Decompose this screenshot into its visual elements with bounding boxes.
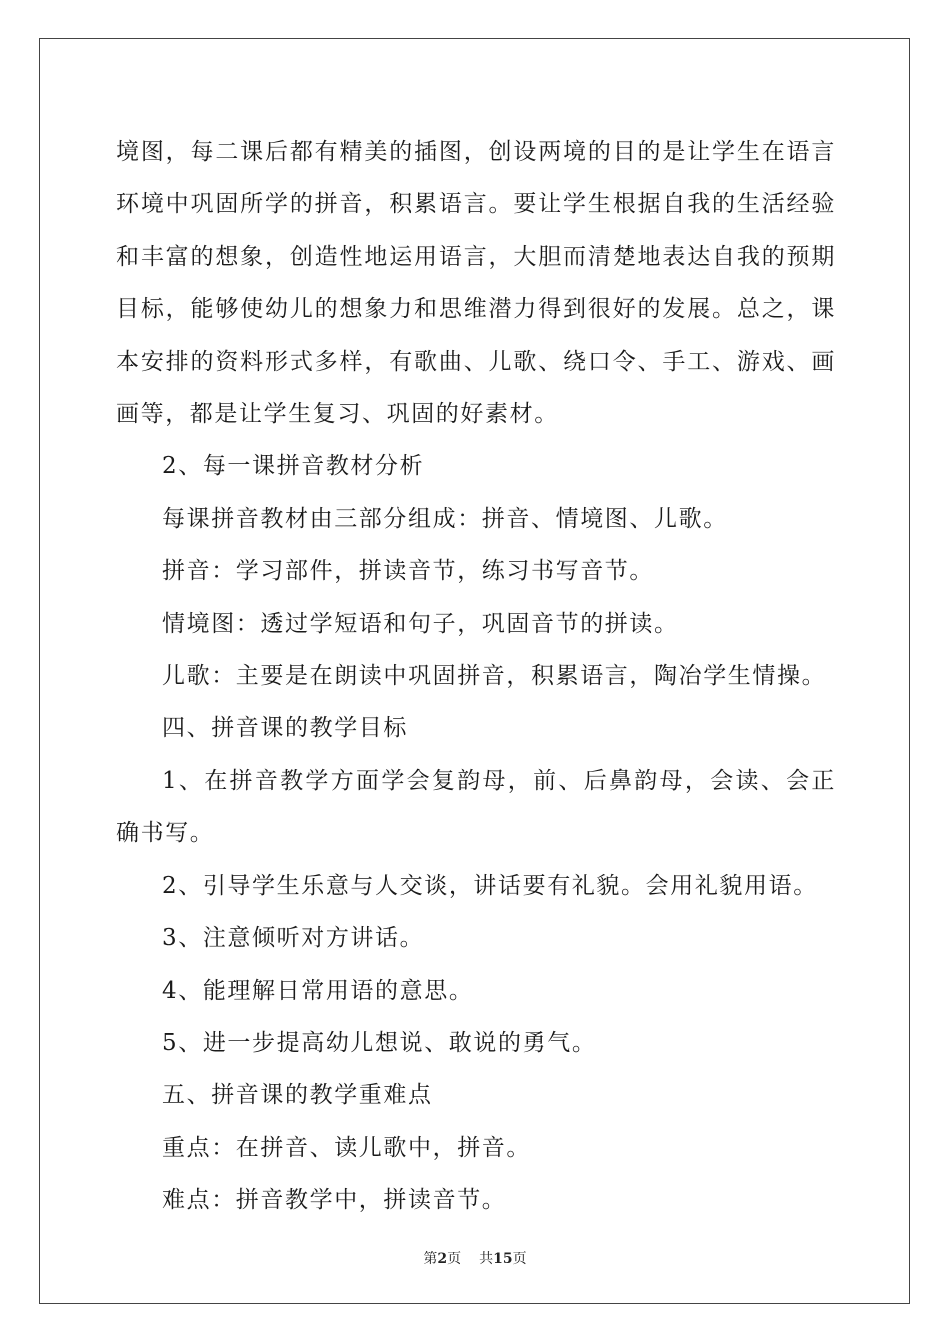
section-heading-teaching-goals: 四、拼音课的教学目标	[162, 715, 408, 742]
difficult-point: 难点：拼音教学中，拼读音节。	[162, 1187, 507, 1214]
paragraph-continued: 境图，每二课后都有精美的插图，创设两境的目的是让学生在语言环境中巩固所学的拼音，积累语言。要让学生根据自我的生活经验和丰富的想象，创造性地运用语言，大胆而清楚地表达自我的预期目标，能够使幼儿的想象力和思维潜力得到很好的发展。总之，课本安排的资料形式多样，有歌曲、儿歌、绕口令、手工、游戏、画画等，都是让学生复习、巩固的好素材。	[116, 139, 836, 428]
goal-item-5: 5、进一步提高幼儿想说、敢说的勇气。	[162, 1029, 597, 1056]
goal-item-3: 3、注意倾听对方讲话。	[162, 925, 425, 952]
total-prefix: 共	[479, 1251, 494, 1267]
document-body	[116, 126, 836, 1227]
section-heading-key-points: 五、拼音课的教学重难点	[162, 1082, 433, 1109]
goal-item-2: 2、引导学生乐意与人交谈，讲话要有礼貌。会用礼貌用语。	[162, 872, 818, 899]
page-footer	[0, 1248, 950, 1268]
paragraph-nursery-rhyme: 儿歌：主要是在朗读中巩固拼音，积累语言，陶冶学生情操。	[162, 663, 827, 690]
page-current-number: 2	[437, 1251, 448, 1267]
goal-item-1: 1、在拼音教学方面学会复韵母，前、后鼻韵母，会读、会正确书写。	[116, 767, 836, 847]
key-point: 重点：在拼音、读儿歌中，拼音。	[162, 1134, 531, 1161]
paragraph-composition: 每课拼音教材由三部分组成：拼音、情境图、儿歌。	[162, 505, 728, 532]
goal-item-4: 4、能理解日常用语的意思。	[162, 977, 474, 1004]
page-prefix: 第	[423, 1251, 438, 1267]
page-suffix: 页	[447, 1251, 462, 1267]
section-heading-lesson-analysis: 2、每一课拼音教材分析	[162, 453, 425, 480]
total-suffix: 页	[512, 1251, 527, 1267]
paragraph-pinyin: 拼音：学习部件，拼读音节，练习书写音节。	[162, 558, 654, 585]
page-total-number: 15	[493, 1251, 513, 1267]
paragraph-scene-picture: 情境图：透过学短语和句子，巩固音节的拼读。	[162, 610, 679, 637]
